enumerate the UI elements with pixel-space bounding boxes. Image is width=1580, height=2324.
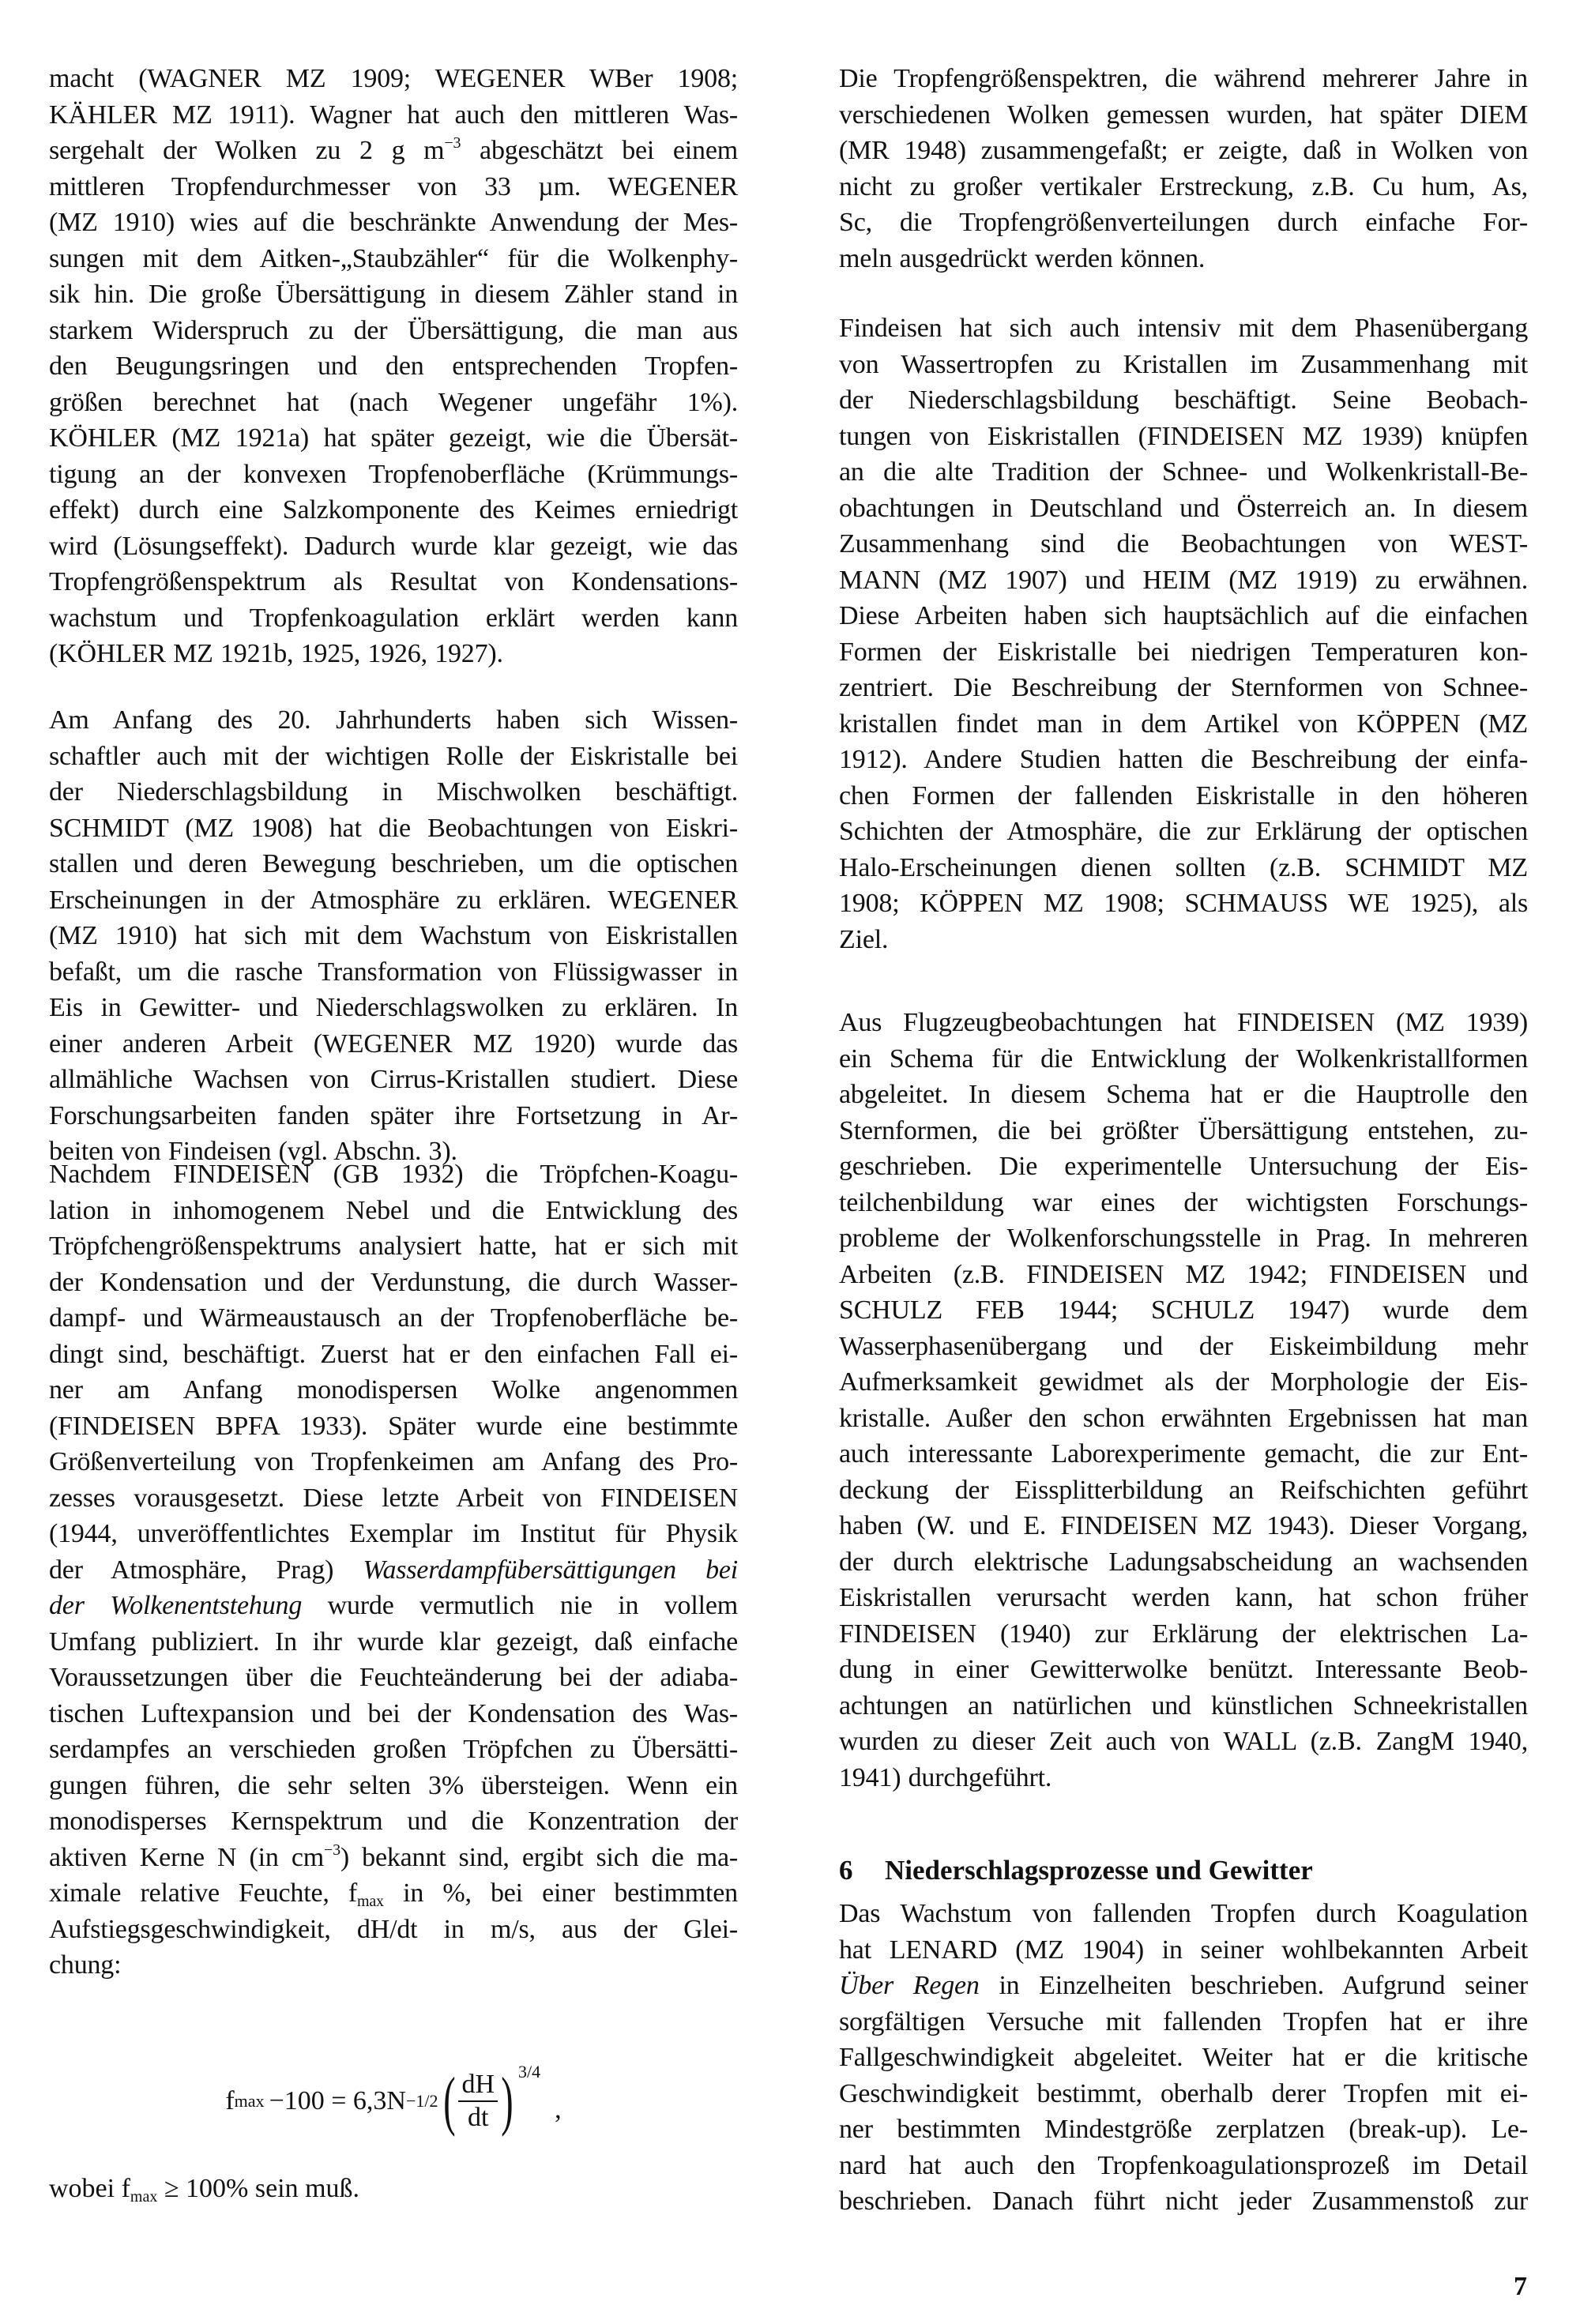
line-text: SCHULZ FEB 1944; SCHULZ 1947) wurde dem	[839, 1295, 1528, 1325]
line-text: der Kondensation und der Verdunstung, die durch Wasser-	[49, 1267, 738, 1297]
section-title: Niederschlagsprozesse und Gewitter	[885, 1855, 1313, 1886]
line-text: einer anderen Arbeit (WEGENER MZ 1920) wurde das	[49, 1029, 738, 1059]
line-text: MANN (MZ 1907) und HEIM (MZ 1919) zu erwähnen.	[839, 565, 1528, 595]
text-line	[839, 1688, 1528, 1724]
line-text: kristallen findet man in dem Artikel von KÖPPEN (MZ	[839, 709, 1528, 739]
text-line	[49, 1660, 738, 1696]
line-text: in Einzelheiten beschrieben. Aufgrund seiner	[979, 1971, 1528, 2000]
text-line	[49, 1337, 738, 1373]
text-line	[839, 922, 1528, 958]
line-text: aktiven Kerne N (in cm	[49, 1842, 324, 1872]
text-line	[839, 454, 1528, 491]
text-line	[839, 347, 1528, 383]
line-text: (MZ 1910) hat sich mit dem Wachstum von Eiskristallen	[49, 921, 738, 950]
line-text: Am Anfang des 20. Jahrhunderts haben sich Wissen-	[49, 705, 738, 735]
line-text: (MR 1948) zusammengefaßt; er zeigte, daß in Wolken von	[839, 136, 1528, 165]
line-text: nicht zu großer vertikaler Erstreckung, z.B. Cu hum, As,	[839, 171, 1528, 201]
text-line	[839, 1149, 1528, 1185]
text-line	[49, 1840, 738, 1876]
text-line	[839, 2183, 1528, 2220]
text-line	[839, 1401, 1528, 1437]
line-text: verschiedenen Wolken gemessen wurden, hat später DIEM	[839, 100, 1528, 130]
text-line	[839, 97, 1528, 133]
text-line	[49, 276, 738, 313]
text-line	[839, 598, 1528, 634]
text-line	[839, 1436, 1528, 1472]
equation-power: 3/4	[518, 2062, 541, 2081]
line-text: der durch elektrische Ladungsabscheidung an wachsenden	[839, 1547, 1528, 1577]
text-line	[49, 1696, 738, 1732]
line-text: Arbeiten (z.B. FINDEISEN MZ 1942; FINDEISEN und	[839, 1259, 1528, 1289]
text-line	[839, 1220, 1528, 1257]
text-line	[49, 1193, 738, 1229]
text-line	[49, 385, 738, 421]
text-line	[839, 1041, 1528, 1077]
line-text: nard hat auch den Tropfenkoagulationsprozeß im Detail	[839, 2150, 1528, 2180]
superscript: −3	[444, 134, 461, 152]
line-text: Wasserphasenübergang und der Eiskeimbildung mehr	[839, 1331, 1528, 1361]
text-line	[839, 241, 1528, 277]
text-line	[49, 882, 738, 919]
line-text: dung in einer Gewitterwolke benützt. Interessante Beob-	[839, 1655, 1528, 1684]
text-line	[49, 348, 738, 385]
text-line	[839, 2040, 1528, 2076]
line-text: chung:	[49, 1950, 122, 1980]
text-line	[49, 1062, 738, 1098]
text-line	[839, 1364, 1528, 1401]
equation-f-subscript: max	[234, 2091, 265, 2111]
line-text: den Beugungsringen und den entsprechenden Tropfen-	[49, 352, 738, 381]
line-text: teilchenbildung war eines der wichtigsten Forschungs-	[839, 1187, 1528, 1217]
text-line	[49, 313, 738, 349]
text-line	[49, 1588, 738, 1624]
line-text: meln ausgedrückt werden können.	[839, 243, 1206, 273]
line-text: sorgfältigen Versuche mit fallenden Tropfen hat er ihre	[839, 2006, 1528, 2036]
text-line	[49, 1300, 738, 1337]
line-text: ein Schema für die Entwicklung der Wolkenkristallformen	[839, 1044, 1528, 1074]
line-text: größen berechnet hat (nach Wegener ungefähr 1%).	[49, 387, 738, 417]
text-line	[839, 205, 1528, 241]
line-text: gungen führen, die sehr selten 3% übersteigen. Wenn ein	[49, 1770, 738, 1800]
line-text: Aufmerksamkeit gewidmet als der Morphologie der Eis-	[839, 1367, 1528, 1397]
text-line	[49, 492, 738, 528]
line-text: (1944, unveröffentlichtes Exemplar im Institut für Physik	[49, 1519, 738, 1548]
text-line	[839, 2112, 1528, 2148]
line-text: befaßt, um die rasche Transformation von Flüssigwasser in	[49, 957, 738, 987]
line-text: der Atmosphäre, Prag)	[49, 1555, 363, 1585]
equation-middle: −100 = 6,3N	[269, 2086, 406, 2115]
text-line	[839, 1968, 1528, 2004]
text-line	[49, 1875, 738, 1912]
text-line	[49, 169, 738, 205]
text-line	[839, 1724, 1528, 1760]
text-line	[49, 1098, 738, 1134]
line-text: ) bekannt sind, ergibt sich die ma-	[340, 1842, 738, 1872]
text-line	[839, 1616, 1528, 1653]
line-text: effekt) durch eine Salzkomponente des Keimes erniedrigt	[49, 495, 738, 525]
line-text: dingt sind, beschäftigt. Zuerst hat er den einfachen Fall ei-	[49, 1339, 738, 1369]
text-line	[839, 1005, 1528, 1041]
line-text: geschrieben. Die experimentelle Untersuchung der Eis-	[839, 1152, 1528, 1181]
line-text: wachstum und Tropfenkoagulation erklärt werden kann	[49, 603, 738, 633]
text-line	[49, 1516, 738, 1552]
text-line	[49, 205, 738, 241]
fraction-denominator: dt	[468, 2103, 489, 2132]
text-line	[839, 850, 1528, 886]
line-text: SCHMIDT (MZ 1908) hat die Beobachtungen von Eiskri-	[49, 813, 738, 843]
line-text: wurden zu dieser Zeit auch von WALL (z.B. ZangM 1940,	[839, 1727, 1528, 1756]
line-text: Eiskristallen verursacht werden kann, hat schon früher	[839, 1583, 1528, 1612]
line-text: deckung der Eissplitterbildung an Reifschichten geführt	[839, 1475, 1528, 1505]
equation-f: f	[225, 2086, 235, 2115]
text-line	[49, 990, 738, 1026]
text-line	[839, 778, 1528, 814]
text-line	[839, 1652, 1528, 1688]
line-text: sik hin. Die große Übersättigung in diesem Zähler stand in	[49, 280, 738, 309]
paragraph	[49, 61, 738, 672]
text-line	[839, 382, 1528, 419]
equation	[49, 2054, 738, 2149]
line-text: zesses vorausgesetzt. Diese letzte Arbeit von FINDEISEN	[49, 1483, 738, 1513]
line-text: schaftler auch mit der wichtigen Rolle der Eiskristalle bei	[49, 741, 738, 771]
text-line	[49, 702, 738, 739]
line-text: haben (W. und E. FINDEISEN MZ 1943). Dieser Vorgang,	[839, 1511, 1528, 1540]
line-text: KÄHLER MZ 1911). Wagner hat auch den mittleren Was-	[49, 100, 738, 130]
text-line	[49, 457, 738, 493]
line-text: an die alte Tradition der Schnee- und Wolkenkristall-Be-	[839, 457, 1528, 487]
line-text: 1912). Andere Studien hatten die Beschreibung der einfa-	[839, 745, 1528, 774]
equation-fraction	[458, 2069, 498, 2134]
text-line	[49, 1444, 738, 1480]
line-text: zentriert. Die Beschreibung der Sternformen von Schnee-	[839, 673, 1528, 702]
line-text: macht (WAGNER MZ 1909; WEGENER WBer 1908;	[49, 64, 738, 93]
paragraph	[839, 1005, 1528, 1796]
text-line	[839, 1544, 1528, 1581]
line-text: Diese Arbeiten haben sich hauptsächlich auf die einfachen	[839, 601, 1528, 630]
line-text: Das Wachstum von fallenden Tropfen durch Koagulation	[839, 1899, 1528, 1928]
line-text: mittleren Tropfendurchmesser von 33 µm. WEGENER	[49, 171, 738, 201]
text-line	[49, 636, 738, 672]
italic-text: Über Regen	[839, 1971, 980, 2000]
line-text: sergehalt der Wolken zu 2 g m	[49, 136, 445, 165]
line-text: ner bestimmten Mindestgröße zerplatzen (break-up). Le-	[839, 2115, 1528, 2144]
line-text: tischen Luftexpansion und bei der Kondensation des Was-	[49, 1698, 738, 1728]
line-text: abgeschätzt bei einem	[461, 136, 738, 165]
line-text: in %, bei einer bestimmten	[383, 1878, 738, 1908]
text-line	[49, 1624, 738, 1660]
line-text: Zusammenhang sind die Beobachtungen von WEST-	[839, 529, 1528, 558]
line-text: Aus Flugzeugbeobachtungen hat FINDEISEN (MZ 1939)	[839, 1008, 1528, 1037]
paragraph	[839, 310, 1528, 957]
line-text: Forschungsarbeiten fanden später ihre Fortsetzung in Ar-	[49, 1100, 738, 1130]
text-line	[49, 918, 738, 954]
line-text: monodisperses Kernspektrum und die Konzentration der	[49, 1807, 738, 1836]
line-text: der Niederschlagsbildung in Mischwolken beschäftigt.	[49, 777, 738, 807]
line-text: Schichten der Atmosphäre, die zur Erklärung der optischen	[839, 817, 1528, 846]
text-line	[49, 810, 738, 847]
text-line	[839, 1185, 1528, 1221]
text-line	[839, 562, 1528, 599]
text-line	[49, 1408, 738, 1445]
text-line	[839, 1760, 1528, 1796]
line-text: obachtungen in Deutschland und Österreich an. In diesem	[839, 493, 1528, 523]
superscript: −3	[324, 1841, 340, 1859]
line-text: Tröpfchengrößenspektrums analysiert hatte, hat er sich mit	[49, 1232, 738, 1261]
line-text: Größenverteilung von Tropfenkeimen am Anfang des Pro-	[49, 1447, 738, 1476]
line-text: FINDEISEN (1940) zur Erklärung der elektrischen La-	[839, 1619, 1528, 1649]
line-text: ner am Anfang monodispersen Wolke angenommen	[49, 1375, 738, 1405]
line-text: Eis in Gewitter- und Niederschlagswolken zu erklären. In	[49, 993, 738, 1022]
section-number: 6	[839, 1855, 853, 1886]
text-line	[839, 133, 1528, 169]
line-text: (MZ 1910) wies auf die beschränkte Anwendung der Mes-	[49, 208, 738, 237]
line-text: Nachdem FINDEISEN (GB 1932) die Tröpfchen-Koagu-	[49, 1160, 738, 1189]
line-text: der Niederschlagsbildung beschäftigt. Seine Beobach-	[839, 385, 1528, 415]
line-text: Voraussetzungen über die Feuchteänderung bei der adiaba-	[49, 1663, 738, 1692]
text-line	[839, 742, 1528, 778]
line-text: probleme der Wolkenforschungsstelle in Prag. In mehreren	[839, 1224, 1528, 1253]
text-line	[839, 61, 1528, 97]
line-text: KÖHLER (MZ 1921a) hat später gezeigt, wie die Übersät-	[49, 423, 738, 453]
text-line	[49, 564, 738, 600]
equation-exponent: −1/2	[405, 2091, 438, 2111]
paragraph	[839, 1896, 1528, 2220]
text-line	[839, 169, 1528, 205]
text-line	[839, 1896, 1528, 1932]
text-line	[839, 491, 1528, 527]
text-line	[49, 846, 738, 882]
line-text: lation in inhomogenem Nebel und die Entwicklung des	[49, 1195, 738, 1225]
line-text: hat LENARD (MZ 1904) in seiner wohlbekannten Arbeit	[839, 1935, 1528, 1965]
line-text: Tropfengrößenspektrum als Resultat von Kondensations-	[49, 567, 738, 596]
text-line	[49, 739, 738, 775]
text-line	[49, 1947, 738, 1984]
text-line	[49, 600, 738, 637]
line-text: kristalle. Außer den schon erwähnten Ergebnissen hat man	[839, 1403, 1528, 1433]
text-line	[839, 1932, 1528, 1969]
line-text: Umfang publiziert. In ihr wurde klar gezeigt, daß einfache	[49, 1626, 738, 1657]
text-line	[49, 61, 738, 97]
line-text: sungen mit dem Aitken-„Staubzähler“ für die Wolkenphy-	[49, 243, 738, 273]
line-text: stallen und deren Bewegung beschrieben, um die optischen	[49, 849, 738, 878]
text-line	[49, 1768, 738, 1804]
line-text: tungen von Eiskristallen (FINDEISEN MZ 1939) knüpfen	[839, 421, 1528, 451]
paragraph	[49, 1156, 738, 1984]
line-text: (FINDEISEN BPFA 1933). Später wurde eine bestimmte	[49, 1411, 738, 1441]
line-text: wurde vermutlich nie in vollem	[302, 1591, 738, 1620]
text-line	[49, 1732, 738, 1768]
line-text: Die Tropfengrößenspektren, die während mehrerer Jahre in	[839, 64, 1528, 93]
line-text: ximale relative Feuchte, f	[49, 1878, 357, 1908]
paragraph	[839, 61, 1528, 276]
section-heading	[839, 1852, 1313, 1888]
line-text: beschrieben. Danach führt nicht jeder Zusammenstoß zur	[839, 2187, 1528, 2216]
text-line	[49, 528, 738, 565]
text-line	[49, 1803, 738, 1840]
condition-pre: wobei f	[49, 2174, 130, 2203]
text-line	[49, 954, 738, 991]
text-line	[839, 419, 1528, 455]
italic-text: Wasserdampfübersättigungen bei	[363, 1555, 739, 1585]
text-line	[49, 1480, 738, 1517]
line-text: Sc, die Tropfengrößenverteilungen durch einfache For-	[839, 208, 1528, 237]
text-line	[49, 1156, 738, 1193]
text-line	[49, 1912, 738, 1948]
line-text: Erscheinungen in der Atmosphäre zu erklären. WEGENER	[49, 885, 738, 915]
italic-text: der Wolkenentstehung	[49, 1591, 303, 1620]
condition-subscript: max	[130, 2188, 158, 2206]
line-text: tigung an der konvexen Tropfenoberfläche (Krümmungs-	[49, 459, 738, 489]
equation-comma: ,	[555, 2095, 562, 2124]
fraction-numerator: dH	[458, 2069, 498, 2102]
paragraph	[49, 702, 738, 1170]
text-line	[839, 2004, 1528, 2040]
text-line	[49, 774, 738, 810]
equation-right-paren: )	[501, 2064, 514, 2138]
text-line	[839, 634, 1528, 671]
line-text: Sternformen, die bei größter Übersättigung entstehen, zu-	[839, 1115, 1528, 1145]
text-line	[839, 886, 1528, 922]
line-text: serdampfes an verschieden großen Tröpfchen zu Übersätti-	[49, 1735, 738, 1764]
text-line	[839, 706, 1528, 743]
line-text: dampf- und Wärmeaustausch an der Tropfenoberfläche be-	[49, 1303, 738, 1333]
line-text: Formen der Eiskristalle bei niedrigen Temperaturen kon-	[839, 637, 1528, 667]
text-line	[49, 133, 738, 169]
line-text: starkem Widerspruch zu der Übersättigung, die man aus	[49, 315, 738, 345]
subscript: max	[357, 1893, 384, 1910]
line-text: Findeisen hat sich auch intensiv mit dem Phasenübergang	[839, 314, 1528, 343]
text-line	[839, 1292, 1528, 1329]
line-text: Aufstiegsgeschwindigkeit, dH/dt in m/s, aus der Glei-	[49, 1914, 738, 1944]
text-line	[49, 1228, 738, 1265]
line-text: wird (Lösungseffekt). Dadurch wurde klar gezeigt, wie das	[49, 531, 738, 561]
line-text: (KÖHLER MZ 1921b, 1925, 1926, 1927).	[49, 639, 503, 668]
equation-condition	[49, 2171, 359, 2207]
line-text: Geschwindigkeit bestimmt, oberhalb derer Tropfen mit ei-	[839, 2078, 1528, 2108]
text-line	[839, 1329, 1528, 1365]
text-line	[49, 1372, 738, 1408]
text-line	[839, 814, 1528, 850]
text-line	[839, 1580, 1528, 1616]
line-text: beiten von Findeisen (vgl. Abschn. 3).	[49, 1137, 457, 1166]
text-line	[49, 1552, 738, 1589]
text-line	[839, 2148, 1528, 2184]
text-line	[49, 1265, 738, 1301]
text-line	[839, 1257, 1528, 1293]
text-line	[839, 1472, 1528, 1509]
page-number: 7	[1514, 2272, 1527, 2301]
line-text: chen Formen der fallenden Eiskristalle in den höheren	[839, 780, 1528, 810]
text-line	[839, 526, 1528, 562]
line-text: 1941) durchgeführt.	[839, 1762, 1052, 1792]
condition-post: ≥ 100% sein muß.	[157, 2174, 360, 2203]
line-text: Halo-Erscheinungen dienen sollten (z.B. SCHMIDT MZ	[839, 852, 1528, 882]
line-text: abgeleitet. In diesem Schema hat er die Hauptrolle den	[839, 1080, 1528, 1109]
text-line	[839, 670, 1528, 706]
line-text: 1908; KÖPPEN MZ 1908; SCHMAUSS WE 1925), als	[839, 889, 1528, 918]
text-line	[839, 1113, 1528, 1149]
text-line	[49, 241, 738, 277]
text-line	[839, 1508, 1528, 1544]
text-line	[839, 1077, 1528, 1113]
text-line	[49, 97, 738, 133]
line-text: allmähliche Wachsen von Cirrus-Kristallen studiert. Diese	[49, 1065, 738, 1094]
equation-left-paren: (	[442, 2064, 456, 2138]
line-text: von Wassertropfen zu Kristallen im Zusammenhang mit	[839, 349, 1528, 379]
line-text: auch interessante Laborexperimente gemacht, die zur Ent-	[839, 1439, 1528, 1468]
text-line	[839, 2076, 1528, 2112]
line-text: Fallgeschwindigkeit abgeleitet. Weiter hat er die kritische	[839, 2043, 1528, 2072]
text-line	[49, 420, 738, 457]
text-line	[49, 1026, 738, 1062]
line-text: achtungen an natürlichen und künstlichen Schneekristallen	[839, 1690, 1528, 1720]
line-text: Ziel.	[839, 924, 889, 954]
text-line	[839, 310, 1528, 347]
